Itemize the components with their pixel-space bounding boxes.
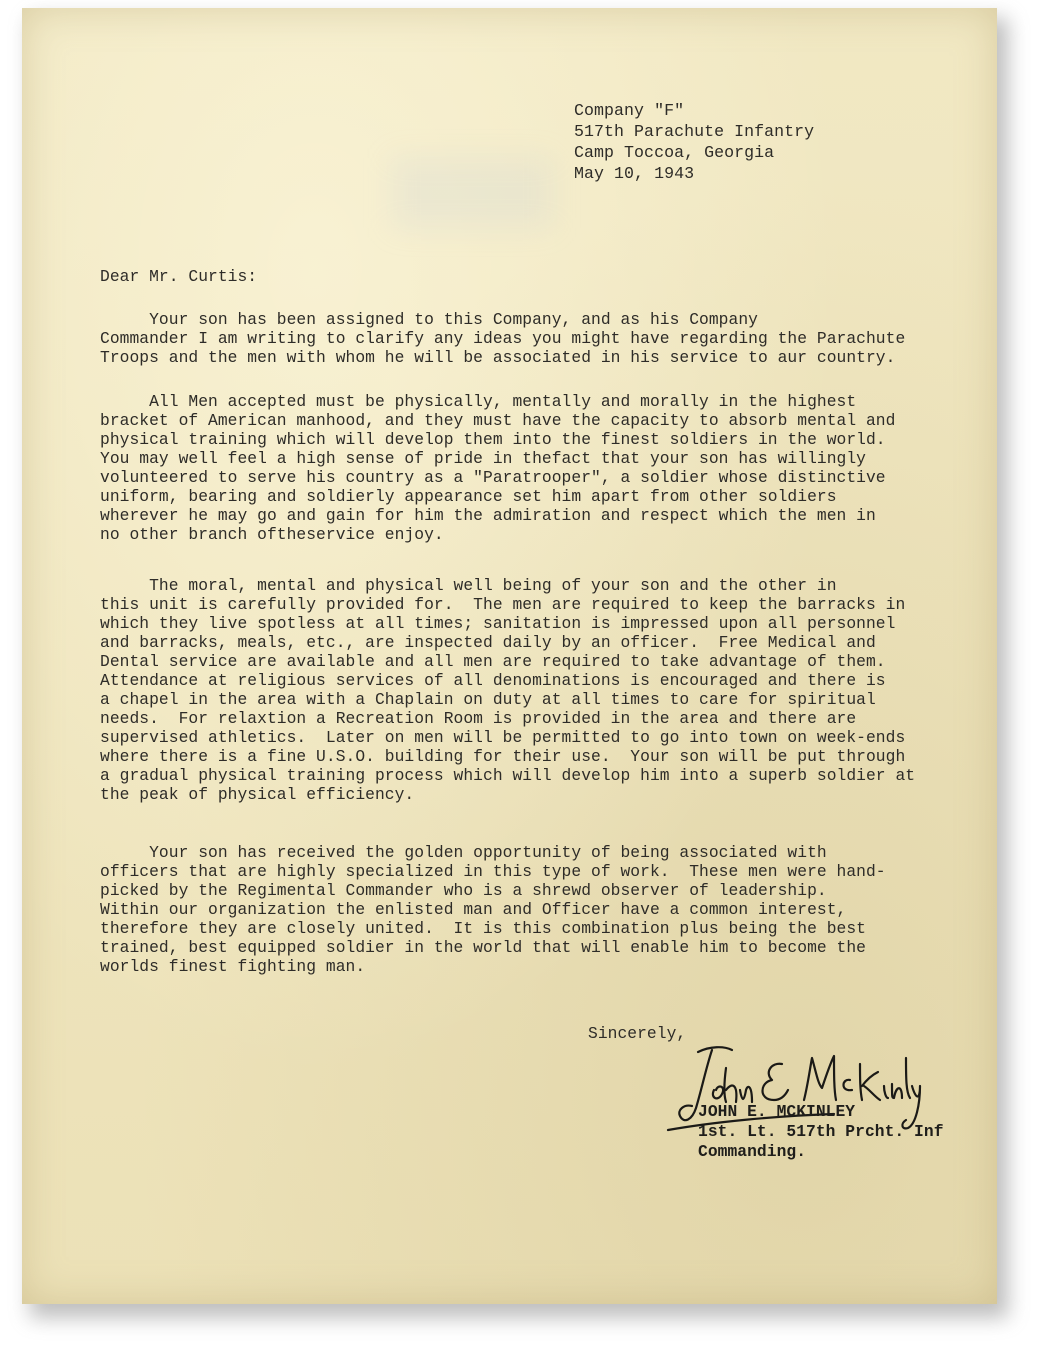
paragraph-line: Your son has received the golden opportunity of being associated with [100,843,827,862]
header-location: Camp Toccoa, Georgia [574,143,775,162]
paragraph-line: Within our organization the enlisted man and Officer have a common interest, [100,900,847,919]
paragraph-line: bracket of American manhood, and they must have the capacity to absorb mental and [100,411,896,430]
paragraph-line: volunteered to serve his country as a "Paratrooper", a soldier whose distinctive [100,468,886,487]
paragraph-line: All Men accepted must be physically, mentally and morally in the highest [100,392,857,411]
paragraph-line: trained, best equipped soldier in the world that will enable him to become the [100,938,866,957]
paragraph-line: supervised athletics. Later on men will be permitted to go into town on week-ends [100,728,906,747]
paragraph-line: picked by the Regimental Commander who is a shrewd observer of leadership. [100,881,827,900]
paragraph-line: a chapel in the area with a Chaplain on duty at all times to care for spiritual [100,690,876,709]
closing: Sincerely, [588,1024,687,1043]
paragraph-line: officers that are highly specialized in this type of work. These men were hand- [100,862,886,881]
paragraph-line: Commander I am writing to clarify any ideas you might have regarding the Parachute [100,329,906,348]
paragraph-line: uniform, bearing and soldierly appearance set him apart from other soldiers [100,487,837,506]
header-date: May 10, 1943 [574,164,695,183]
paragraph-line: Dental service are available and all men are required to take advantage of them. [100,652,886,671]
paragraph-line: the peak of physical efficiency. [100,785,415,804]
paragraph-line: Troops and the men with whom he will be associated in his service to aur country. [100,348,896,367]
paragraph-line: Attendance at religious services of all denominations is encouraged and there is [100,671,886,690]
paragraph-line: needs. For relaxtion a Recreation Room is provided in the area and there are [100,709,857,728]
paragraph-line: You may well feel a high sense of pride in thefact that your son has willingly [100,449,866,468]
paragraph-line: Your son has been assigned to this Company, and as his Company [100,310,758,329]
paragraph-line: and barracks, meals, etc., are inspected daily by an officer. Free Medical and [100,633,876,652]
paragraph-line: no other branch oftheservice enjoy. [100,525,444,544]
paper-stain [392,158,552,228]
paragraph-line: where there is a fine U.S.O. building for their use. Your son will be put through [100,747,906,766]
paragraph-line: The moral, mental and physical well being of your son and the other in [100,576,837,595]
paragraph-line: therefore they are closely united. It is this combination plus being the best [100,919,866,938]
paragraph-line: this unit is carefully provided for. The men are required to keep the barracks in [100,595,906,614]
salutation: Dear Mr. Curtis: [100,267,258,286]
signatory-name: JOHN E. MCKINLEY [698,1102,856,1121]
letter-page [22,8,997,1304]
paragraph-line: wherever he may go and gain for him the admiration and respect which the men in [100,506,876,525]
header-unit: 517th Parachute Infantry [574,122,815,141]
paragraph-line: which they live spotless at all times; sanitation is impressed upon all personnel [100,614,896,633]
signatory-role: Commanding. [698,1142,807,1161]
paragraph-line: worlds finest fighting man. [100,957,366,976]
header-company: Company "F" [574,101,685,120]
paragraph-line: physical training which will develop them into the finest soldiers in the world. [100,430,886,449]
signatory-title: 1st. Lt. 517th Prcht. Inf [698,1122,944,1141]
paragraph-line: a gradual physical training process which will develop him into a superb soldier at [100,766,916,785]
